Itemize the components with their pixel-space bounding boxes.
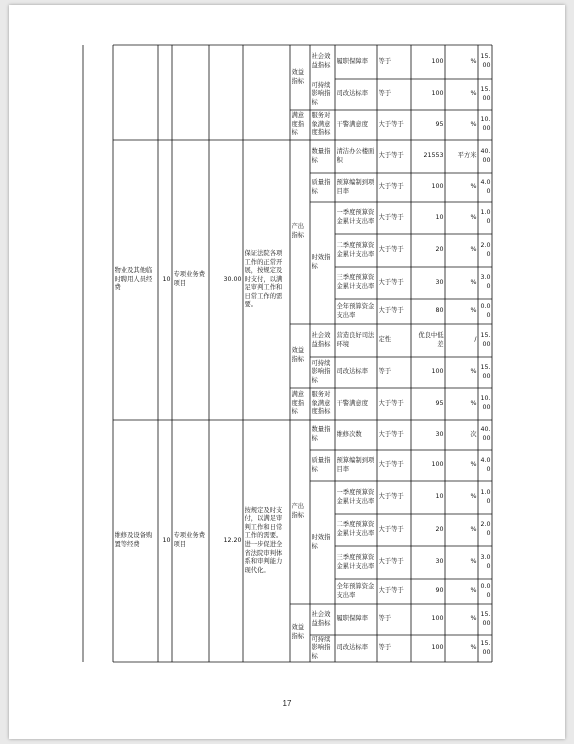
project2-time-score-text: 2.00 [480,521,491,537]
social-benefit-value-text: 100 [431,57,444,65]
project2-quantity-score [480,421,491,450]
project2-quality-metric-text: 预算编制到项目率 [336,456,375,473]
project2-time-operator-text: 大于等于 [378,587,404,595]
project2-quantity-metric [337,421,376,450]
project1-satisfaction-label [292,389,309,420]
sustainability-metric [337,80,376,110]
project2-time-value [413,547,444,579]
project1-social-metric-text: 营造良好司法环境 [336,331,375,348]
project1-time-score-text: 3.00 [480,274,491,290]
project2-time-value [413,580,444,604]
project2-social-operator-text: 等于 [378,615,392,623]
project1-output-label-text: 产出指标 [291,223,305,239]
social-benefit-metric-text: 履职保障率 [336,57,368,65]
project2-sustain-unit-text: % [470,644,477,652]
project1-time-operator-text: 大于等于 [378,307,404,315]
project2-time-unit [447,482,477,514]
satisfaction-indicator-label [292,111,309,140]
project2-social-value [413,605,444,635]
project1-time-value [413,300,444,324]
project1-sustain-unit [447,358,477,388]
social-benefit-score [480,46,491,79]
project2-time-metric [337,580,376,604]
project1-name-text: 物业及其他临时聘用人员经费 [114,267,153,292]
project1-time-score [480,203,491,234]
project2-social-score [480,605,491,635]
project1-time-score [480,268,491,299]
project1-time-value-text: 30 [435,278,444,286]
project2-time-operator [379,580,410,604]
project2-output-label [292,421,309,604]
project2-time-score [480,547,491,579]
project1-sustain-category-text: 可持续影响指标 [311,359,331,384]
project1-satisfaction-unit [447,389,477,420]
project1-time-metric-text: 一季度预算资金累计支出率 [336,209,375,225]
project1-type-text: 专项业务费项目 [173,271,205,287]
project2-timeliness-label-text: 时效指标 [311,533,331,550]
project2-time-metric-text: 三季度预算资金累计支出率 [336,553,375,570]
project1-amount [211,141,242,420]
project2-social-unit [447,605,477,635]
project1-amount-text: 30.00 [223,275,242,283]
project2-description-text: 按规定及时支付，以满足审判工作和日常工作的需要。进一步促进全省法院审判体系和审判能力现代化。 [244,506,283,574]
sustainability-value [413,80,444,110]
project2-time-value-text: 30 [435,558,444,566]
satisfaction-score [480,111,491,140]
project2-quality-unit-text: % [470,461,477,469]
project1-time-operator [379,268,410,299]
project2-time-metric [337,482,376,514]
project1-social-category [312,325,334,357]
project2-sustain-value [413,636,444,662]
project1-social-metric [337,325,376,357]
project2-time-score [480,482,491,514]
project2-time-unit-text: % [470,558,477,566]
project1-quantity-metric [337,141,376,173]
project2-quality-operator [379,451,410,481]
project1-time-score [480,300,491,324]
project2-time-operator-text: 大于等于 [378,525,404,533]
project1-time-unit [447,203,477,234]
sustainability-unit [447,80,477,110]
project2-name-text: 维修及设备购置等经费 [114,532,153,548]
project1-quality-operator-text: 大于等于 [378,183,404,191]
project1-quality-metric-text: 预算编制到项目率 [336,178,375,195]
project1-quality-unit-text: % [470,183,477,191]
project2-social-score-text: 15.00 [480,610,491,627]
project2-timeliness-label [312,482,334,604]
project2-quantity-unit [447,421,477,450]
project1-sustain-operator [379,358,410,388]
project1-time-metric [337,300,376,324]
project1-sustain-category [312,358,334,388]
project1-social-operator [379,325,410,357]
project1-type [174,141,208,420]
project2-time-value-text: 20 [435,525,444,533]
satisfaction-indicator-label-text: 满意度指标 [291,112,305,137]
satisfaction-unit [447,111,477,140]
project1-time-value [413,235,444,267]
project1-effect-label-text: 效益指标 [291,347,305,363]
project2-effect-label-text: 效益指标 [291,624,305,640]
project1-time-value-text: 10 [435,213,444,221]
project2-quantity-category-text: 数量指标 [311,426,331,442]
project1-quantity-metric-text: 清洁办公楼面积 [336,147,375,164]
project1-social-value-text: 优良中低差 [418,331,444,348]
project1-time-value [413,203,444,234]
project1-time-value-text: 20 [435,246,444,254]
project2-sustain-category-text: 可持续影响指标 [311,635,331,660]
project1-satisfaction-label-text: 满意度指标 [291,391,305,416]
project2-time-unit-text: % [470,525,477,533]
project1-name [115,141,157,420]
document-page [9,5,565,739]
project1-sustain-value-text: 100 [431,368,444,376]
project1-time-score [480,235,491,267]
project1-satisfaction-value [413,389,444,420]
project2-time-score-text: 3.00 [480,553,491,570]
project1-time-operator [379,235,410,267]
social-benefit-unit-text: % [470,57,477,65]
project1-social-unit-text: / [474,336,477,344]
sustainability-value-text: 100 [431,90,444,98]
satisfaction-category-text: 服务对象满意度指标 [311,112,331,137]
project1-social-operator-text: 定性 [378,336,392,344]
project2-quantity-value-text: 30 [435,430,444,438]
project2-effect-label [292,605,309,662]
project1-description-text: 保证法院各项工作的正常开展，按规定及时支付，以满足审判工作和日常工作的需要。 [244,249,283,309]
effect-indicator-label [292,46,309,110]
project2-amount [211,421,242,662]
project1-quantity-value [413,141,444,173]
effect-indicator-label-text: 效益指标 [291,68,305,85]
social-benefit-operator-text: 等于 [378,57,392,65]
project2-social-metric [337,605,376,635]
project2-sustain-score-text: 15.00 [480,639,491,656]
satisfaction-metric [337,111,376,140]
satisfaction-unit-text: % [470,120,477,128]
project2-quantity-value [413,421,444,450]
project1-time-operator [379,203,410,234]
project1-satisfaction-value-text: 95 [435,399,444,407]
project1-time-unit [447,300,477,324]
project1-time-metric-text: 二季度预算资金累计支出率 [336,241,375,258]
project2-social-category-text: 社会效益指标 [311,610,331,627]
project1-quantity-category-text: 数量指标 [311,147,331,164]
social-benefit-value [413,46,444,79]
project2-time-unit [447,515,477,546]
project2-sustain-unit [447,636,477,662]
project1-time-metric-text: 全年预算资金支出率 [336,302,375,319]
project1-quality-score [480,174,491,202]
project2-time-operator [379,515,410,546]
project1-sustain-score [480,358,491,388]
project1-description [245,141,289,420]
project1-quality-category [312,174,334,202]
project1-quality-unit [447,174,477,202]
project1-time-score-text: 0.00 [480,302,491,319]
sustainability-category-text: 可持续影响指标 [311,81,331,106]
project2-quantity-category [312,421,334,450]
project1-social-unit [447,325,477,357]
project2-quantity-operator [379,421,410,450]
project1-time-unit [447,235,477,267]
project1-sustain-metric [337,358,376,388]
project1-quantity-category [312,141,334,173]
project1-time-metric [337,268,376,299]
project1-weight [160,141,171,420]
project2-social-category [312,605,334,635]
project2-time-operator [379,482,410,514]
project2-quality-metric [337,451,376,481]
project2-time-metric-text: 一季度预算资金累计支出率 [336,488,375,505]
project1-social-category-text: 社会效益指标 [311,331,331,348]
satisfaction-value [413,111,444,140]
social-benefit-category-text: 社会效益指标 [311,53,331,69]
project1-time-metric [337,235,376,267]
sustainability-score [480,80,491,110]
project2-time-value-text: 90 [435,587,444,595]
project1-sustain-value [413,358,444,388]
project2-quality-value [413,451,444,481]
project2-sustain-operator [379,636,410,662]
project2-output-label-text: 产出指标 [291,503,305,519]
project2-time-score-text: 0.00 [480,582,491,599]
project1-satisfaction-metric-text: 干警满意度 [336,399,368,407]
satisfaction-value-text: 95 [435,120,444,128]
project1-quantity-score-text: 40.00 [480,147,491,164]
satisfaction-score-text: 10.00 [480,116,491,132]
project2-sustain-score [480,636,491,662]
project1-social-score [480,325,491,357]
project1-time-operator-text: 大于等于 [378,278,404,286]
project2-time-metric [337,515,376,546]
project2-weight-text: 10 [162,536,171,544]
project1-social-score-text: 15.00 [480,331,491,348]
project1-time-unit-text: % [470,307,477,315]
project1-time-unit-text: % [470,213,477,221]
project2-time-operator-text: 大于等于 [378,493,404,501]
project1-satisfaction-category-text: 服务对象满意度指标 [311,391,331,416]
project2-time-operator [379,547,410,579]
project2-quantity-metric-text: 维修次数 [336,430,362,438]
project2-quality-operator-text: 大于等于 [378,461,404,469]
project1-time-score-text: 1.00 [480,209,491,225]
project1-satisfaction-score [480,389,491,420]
project1-time-value [413,268,444,299]
project1-quality-category-text: 质量指标 [311,178,331,195]
project2-quantity-unit-text: 次 [470,430,477,438]
project1-satisfaction-operator-text: 大于等于 [378,399,404,407]
project2-quantity-score-text: 40.00 [480,426,491,442]
project2-social-metric-text: 履职保障率 [336,615,368,623]
project2-time-value-text: 10 [435,493,444,501]
satisfaction-operator-text: 大于等于 [378,120,404,128]
project1-satisfaction-unit-text: % [470,399,477,407]
project1-quantity-operator [379,141,410,173]
page-number: 17 [282,699,292,708]
project1-quantity-unit-text: 平方米 [457,152,477,160]
project2-name [115,421,157,662]
project2-quantity-operator-text: 大于等于 [378,430,404,438]
project1-satisfaction-operator [379,389,410,420]
project1-output-label [292,141,309,324]
social-benefit-score-text: 15.00 [480,53,491,69]
project1-quantity-score [480,141,491,173]
project2-time-metric-text: 全年预算资金支出率 [336,582,375,599]
project2-sustain-operator-text: 等于 [378,644,392,652]
sustainability-operator-text: 等于 [378,90,392,98]
satisfaction-metric-text: 干警满意度 [336,120,368,128]
project2-time-unit-text: % [470,493,477,501]
project2-quality-unit [447,451,477,481]
project1-effect-label [292,325,309,388]
social-benefit-operator [379,46,410,79]
project1-quality-value-text: 100 [431,183,444,191]
project2-social-operator [379,605,410,635]
project1-satisfaction-category [312,389,334,420]
satisfaction-category [312,111,334,140]
project2-time-value [413,515,444,546]
project1-quantity-operator-text: 大于等于 [378,152,404,160]
project2-type-text: 专项业务费项目 [173,532,205,548]
project1-timeliness-label-text: 时效指标 [311,254,331,270]
project1-quality-value [413,174,444,202]
project2-time-score [480,580,491,604]
project2-time-score [480,515,491,546]
social-benefit-category [312,46,334,79]
social-benefit-unit [447,46,477,79]
project2-time-unit [447,547,477,579]
project2-social-value-text: 100 [431,615,444,623]
project2-time-value [413,482,444,514]
project1-sustain-metric-text: 司改达标率 [336,368,368,376]
project1-sustain-score-text: 15.00 [480,363,491,380]
project1-time-operator-text: 大于等于 [378,213,404,221]
sustainability-unit-text: % [470,90,477,98]
project2-quality-score [480,451,491,481]
project1-time-metric-text: 三季度预算资金累计支出率 [336,274,375,290]
project2-time-metric [337,547,376,579]
project2-quality-category [312,451,334,481]
project1-time-unit-text: % [470,246,477,254]
project2-time-unit [447,580,477,604]
project2-time-metric-text: 二季度预算资金累计支出率 [336,521,375,537]
project1-satisfaction-score-text: 10.00 [480,395,491,411]
project1-time-unit-text: % [470,278,477,286]
sustainability-score-text: 15.00 [480,85,491,102]
project1-time-score-text: 2.00 [480,241,491,258]
social-benefit-metric [337,46,376,79]
project1-time-operator-text: 大于等于 [378,246,404,254]
project2-time-unit-text: % [470,587,477,595]
project2-quality-category-text: 质量指标 [311,456,331,473]
project2-sustain-category [312,636,334,662]
project2-sustain-metric-text: 司改达标率 [336,644,368,652]
project2-time-operator-text: 大于等于 [378,558,404,566]
project1-sustain-unit-text: % [470,368,477,376]
project1-quantity-value-text: 21553 [423,152,444,160]
project2-quality-value-text: 100 [431,461,444,469]
project2-sustain-value-text: 100 [431,644,444,652]
project2-type [174,421,208,662]
project2-amount-text: 12.20 [223,536,242,544]
project1-quantity-unit [447,141,477,173]
project1-time-unit [447,268,477,299]
project2-weight [160,421,171,662]
project2-social-unit-text: % [470,615,477,623]
satisfaction-operator [379,111,410,140]
project1-quality-metric [337,174,376,202]
project2-sustain-metric [337,636,376,662]
project2-quality-score-text: 4.00 [480,456,491,473]
project1-satisfaction-metric [337,389,376,420]
sustainability-category [312,80,334,110]
project1-social-value [413,325,444,357]
project1-sustain-operator-text: 等于 [378,368,392,376]
project2-description [245,421,289,662]
project1-timeliness-label [312,203,334,324]
sustainability-operator [379,80,410,110]
project1-time-operator [379,300,410,324]
project1-time-value-text: 80 [435,307,444,315]
project2-time-score-text: 1.00 [480,488,491,505]
project1-quality-operator [379,174,410,202]
project1-time-metric [337,203,376,234]
project1-weight-text: 10 [162,275,171,283]
project1-quality-score-text: 4.00 [480,178,491,195]
sustainability-metric-text: 司改达标率 [336,90,368,98]
